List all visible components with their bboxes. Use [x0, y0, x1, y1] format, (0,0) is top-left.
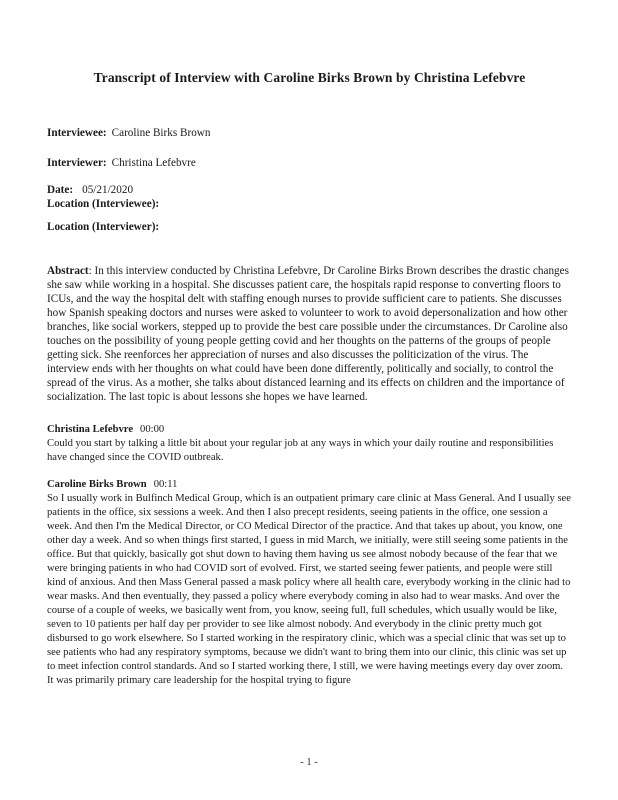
meta-location-interviewee-row — [47, 197, 572, 211]
transcript-entry — [47, 478, 572, 688]
abstract-paragraph — [47, 264, 572, 404]
abstract-label: Abstract — [47, 265, 89, 277]
metadata-section — [47, 126, 572, 234]
speaker-name: Christina Lefebvre — [47, 424, 134, 435]
speaker-header — [47, 423, 572, 437]
document-title: Transcript of Interview with Caroline Birks Brown by Christina Lefebvre — [93, 70, 526, 85]
meta-location-interviewer-row — [47, 220, 572, 234]
page-number: - 1 - — [300, 757, 318, 768]
speaker-timestamp: 00:00 — [140, 424, 165, 435]
speaker-header — [47, 478, 572, 492]
date-label: Date: — [47, 184, 74, 196]
speech-text: So I usually work in Bulfinch Medical Group, which is an outpatient primary care clinic at Mass General. And I usually see patients in the office, six sessions a week. And then I also precept residents, seeing patients in the office, one session a week. And then I'm the Medical Director, or CO Medical Director of the practice. And that takes up about, you know, one other day a week. And so when things first started, I guess in mid March, we initially, were still seeing some patients in the office. But that quickly, basically got shut down to having them having us see almost nobody because of the fear that we were bringing patients in who had COVID sort of evolved. First, we started seeing fewer patients, and people were still kind of anxious. And then Mass General passed a mask policy where all health care, everybody working in the clinic had to wear masks. And then eventually, they passed a policy where everybody coming in also had to wear masks. And over the course of a couple of weeks, we basically went from, you know, seeing full, full schedules, which usually would be like, seven to 10 patients per half day per provider to see like almost nobody. And everybody in the clinic pretty much got disbursed to go work elsewhere. So I started working in the respiratory clinic, which was a special clinic that was set up to see patients who had any respiratory symptoms, because we didn't want to bring them into our clinic, this clinic was set up to meet infection control standards. And so I started working there, I still, we were having meetings every day over zoom. It was primarily primary care leadership for the hospital trying to figure — [47, 493, 571, 686]
speech-text: Could you start by talking a little bit about your regular job at any ways in which your daily routine and responsibilities have changed since the COVID outbreak. — [47, 438, 554, 463]
interviewer-value: Christina Lefebvre — [111, 157, 196, 169]
interviewer-label: Interviewer: — [47, 157, 107, 169]
interviewee-value: Caroline Birks Brown — [111, 127, 211, 139]
date-value: 05/21/2020 — [82, 184, 134, 196]
transcript-section — [47, 423, 572, 688]
abstract-text: : In this interview conducted by Christina Lefebvre, Dr Caroline Birks Brown describes the drastic changes she saw while working in a hospital. She discusses patient care, the hospitals rapid response to converting floors to ICUs, and the way the hospital delt with staffing enough nurses to provide sufficient care to patients. She discusses how Spanish speaking doctors and nurses were asked to volunteer to work to avoid depersonalization and how other branches, like social workers, stepped up to provide the best care possible under the circumstances. Dr Caroline also touches on the possibility of young people getting covid and her thoughts on the patterns of the groups of people getting sick. She reenforces her appreciation of nurses and also discusses the politicization of the virus. The interview ends with her thoughts on what could have been done differently, politically and socially, to control the spread of the virus. As a mother, she talks about distanced learning and its effects on children and the importance of socialization. The last topic is about lessons she hopes we have learned. — [47, 265, 569, 403]
meta-interviewee-row — [47, 126, 572, 140]
meta-interviewer-row — [47, 156, 572, 170]
speaker-timestamp: 00:11 — [153, 479, 178, 490]
location-interviewer-label: Location (Interviewer): — [47, 221, 160, 233]
meta-date-row — [47, 183, 572, 197]
interviewee-label: Interviewee: — [47, 127, 107, 139]
speaker-name: Caroline Birks Brown — [47, 479, 147, 490]
location-interviewee-label: Location (Interviewee): — [47, 198, 160, 210]
transcript-entry — [47, 423, 572, 465]
